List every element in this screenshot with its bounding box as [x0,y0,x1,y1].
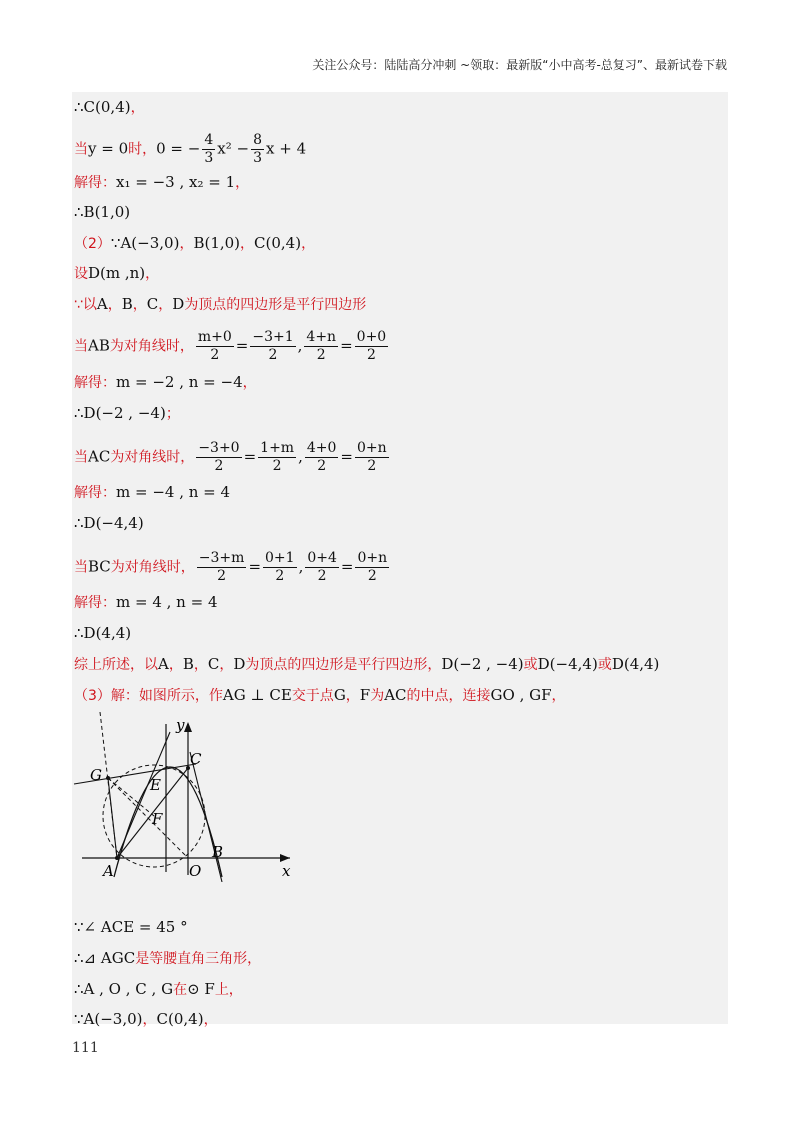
fraction [263,550,297,585]
solution-line [74,979,243,1000]
explanation-text: ， [203,1012,218,1028]
math-text: = [235,336,249,355]
solution-line [74,550,391,585]
fraction [355,329,389,364]
math-text: B(1,0) [193,234,241,252]
fraction [305,440,339,475]
explanation-text: ， [107,297,122,313]
fraction-numerator: −3+0 [198,440,240,456]
math-text: A , O , C , G [83,980,174,998]
explanation-text: 为对角线时， [110,449,195,466]
explanation-text: （2） [74,236,111,252]
fraction-denominator: 2 [217,568,227,584]
solution-line [74,172,249,193]
math-text: D [233,655,246,673]
fraction-denominator: 2 [268,347,278,363]
fraction [258,440,296,475]
math-text: A [96,295,108,313]
math-text: ∵ [74,1010,84,1028]
math-text: AG ⊥ CE [222,686,292,704]
fraction-numerator: 4+n [306,329,337,345]
label-x: x [282,862,291,880]
fraction-numerator: 0+n [357,550,388,566]
explanation-text: 或 [597,657,612,673]
math-text: D(m ,n) [88,264,146,282]
explanation-text: ， [345,688,360,704]
math-text: AC [88,447,111,466]
line-gf [108,778,154,816]
math-text: ∠ ACE = 45 ° [83,918,188,936]
explanation-text: ， [145,266,160,282]
fraction-numerator: m+0 [197,329,232,345]
explanation-text: 设 [74,266,88,282]
solution-content [72,92,728,1028]
math-text: A(−3,0) [83,1010,143,1028]
math-text: GO , GF [490,686,552,704]
solution-line [74,1009,218,1030]
fraction-denominator: 2 [210,347,220,363]
label-y: y [176,716,185,734]
math-text: ⊙ F [187,980,215,998]
explanation-text: ， [158,297,173,313]
solution-line [74,513,144,533]
fraction-denominator: 2 [367,568,377,584]
explanation-text: 上， [214,982,243,998]
fraction [202,132,215,167]
x-axis-arrow [280,854,290,862]
math-text: ∴ [74,203,84,221]
math-text: y = 0 [88,139,129,158]
math-text: C [207,655,220,673]
solution-line [74,263,159,284]
fraction [196,329,234,364]
math-text: = [340,447,353,466]
math-text: x₁ = −3 , x₂ = 1 [116,173,236,191]
parabola [114,767,222,877]
fraction-numerator: 0+n [357,440,387,456]
solution-line [74,654,659,675]
solution-line [74,592,217,613]
explanation-text: 在 [173,982,188,998]
math-text: = [243,447,257,466]
solution-line [74,623,131,643]
fraction-numerator: −3+m [198,550,245,566]
math-text: B [182,655,194,673]
math-text: C(0,4) [83,98,131,116]
explanation-text: 为对角线时， [109,338,194,355]
explanation-text: （3）解：如图所示，作 [74,688,223,704]
explanation-text: 当 [74,449,88,466]
explanation-text: 当 [74,559,88,576]
explanation-text: ， [179,236,194,252]
explanation-text: 为顶点的四边形是平行四边形 [184,297,367,313]
explanation-text: 解得： [74,485,116,501]
fraction-numerator: 8 [253,132,262,148]
page-number: 111 [72,1040,99,1056]
explanation-text: 为对角线时， [110,559,195,576]
explanation-text: 是等腰直角三角形， [135,951,262,967]
explanation-text: ∵以 [74,297,97,313]
math-text: D(−2 , −4) [441,655,524,673]
math-text: F [359,686,371,704]
solution-line [74,403,180,424]
math-text: AC [384,686,407,704]
math-text: D [172,295,185,313]
solution-line [74,233,315,254]
math-text: ⊿ AGC [83,949,136,967]
math-text: ∴ [74,404,84,422]
fraction [305,550,339,585]
fraction-denominator: 3 [204,150,214,166]
math-text: B(1,0) [83,203,131,221]
fraction [355,440,389,475]
explanation-text: ， [242,375,257,391]
math-text: D(−4,4) [537,655,598,673]
fraction [304,329,338,364]
fraction-denominator: 2 [272,458,282,474]
explanation-text: ， [235,175,250,191]
solution-line [74,917,188,937]
explanation-text: 的中点，连接 [406,688,491,704]
math-text: D(−2 , −4) [83,404,166,422]
math-text: ∴ [74,514,84,532]
math-text: , [298,447,303,466]
solution-line [74,294,366,315]
page-header: 关注公众号：陆陆高分冲刺 ~领取：最新版“小中高考-总复习”、最新试卷下载 [312,58,727,72]
explanation-text: 当 [74,338,88,355]
fraction-numerator: −3+1 [252,329,294,345]
explanation-text: 为 [370,688,385,704]
math-text: A(−3,0) [120,234,180,252]
point-g [106,776,110,780]
math-text: ∵ [74,918,84,936]
explanation-text: ； [165,406,180,422]
fraction-numerator: 1+m [260,440,295,456]
math-text: ∴ [74,949,84,967]
fraction-denominator: 2 [317,458,327,474]
math-text: C(0,4) [156,1010,204,1028]
explanation-text: ， [130,100,145,116]
math-text: C [146,295,159,313]
math-text: = [340,336,353,355]
math-text: , [298,557,304,576]
fraction-denominator: 2 [366,347,376,363]
explanation-text: ， [193,657,208,673]
solution-line [74,685,566,706]
fraction [251,132,264,167]
math-text: ∴ [74,624,84,642]
explanation-text: ， [168,657,183,673]
solution-line [74,329,390,364]
explanation-text: ， [551,688,566,704]
explanation-text: ， [240,236,255,252]
math-text: ∵ [110,234,121,252]
fraction [196,440,241,475]
explanation-text: 当 [74,141,88,158]
math-text: D(4,4) [83,624,132,642]
label-c: C [190,750,202,768]
math-text: D(−4,4) [83,514,144,532]
explanation-text: 解得： [74,375,116,391]
fraction-denominator: 2 [275,568,285,584]
fraction-numerator: 0+4 [307,550,337,566]
solution-line [74,948,261,969]
fraction-numerator: 4 [204,132,214,148]
solution-line [74,482,230,503]
fraction [250,329,295,364]
label-o: O [189,862,202,880]
math-text: x + 4 [266,139,307,158]
explanation-text: ， [301,236,316,252]
math-text: 0 = − [156,139,201,158]
solution-line [74,372,257,393]
fraction-denominator: 2 [214,458,224,474]
math-text: D(4,4) [611,655,660,673]
fraction [355,550,389,585]
explanation-text: ， [219,657,234,673]
label-b: B [212,843,224,861]
fraction-numerator: 0+0 [356,329,387,345]
fraction-denominator: 2 [317,568,327,584]
math-text: BC [88,557,111,576]
explanation-text: ， [132,297,147,313]
y-axis-arrow [184,722,192,732]
fraction-denominator: 2 [367,458,377,474]
explanation-text: 综上所述，以 [74,657,158,673]
math-text: AB [88,336,110,355]
math-text: B [121,295,133,313]
explanation-text: ， [142,1012,157,1028]
fraction-denominator: 2 [316,347,326,363]
explanation-text: 时， [128,141,157,158]
math-text: , [297,336,303,355]
math-text: x² − [217,139,250,158]
math-text: ∴ [74,98,84,116]
label-g: G [90,766,102,784]
math-text: G [333,686,346,704]
math-text: m = 4 , n = 4 [116,593,218,611]
explanation-text: 为顶点的四边形是平行四边形， [245,657,442,673]
label-e: E [150,776,161,794]
fraction-numerator: 4+0 [306,440,337,456]
explanation-text: 解得： [74,595,116,611]
math-text: ∴ [74,980,84,998]
fraction [197,550,247,585]
line-go [108,778,188,858]
math-text: A [158,655,169,673]
math-text: = [248,557,262,576]
point-a [115,856,119,860]
label-f: F [152,810,163,828]
math-text: m = −4 , n = 4 [116,483,231,501]
solution-line [74,97,145,118]
math-text: = [340,557,354,576]
solution-line [74,440,391,475]
solution-line [74,132,306,167]
explanation-text: 交于点 [291,688,334,704]
geometry-figure [72,712,302,882]
fraction-numerator: 0+1 [265,550,295,566]
math-text: m = −2 , n = −4 [116,373,243,391]
explanation-text: 解得： [74,175,116,191]
solution-line [74,202,130,222]
label-a: A [103,862,114,880]
fraction-denominator: 3 [253,150,262,166]
explanation-text: 或 [523,657,538,673]
math-text: C(0,4) [254,234,302,252]
